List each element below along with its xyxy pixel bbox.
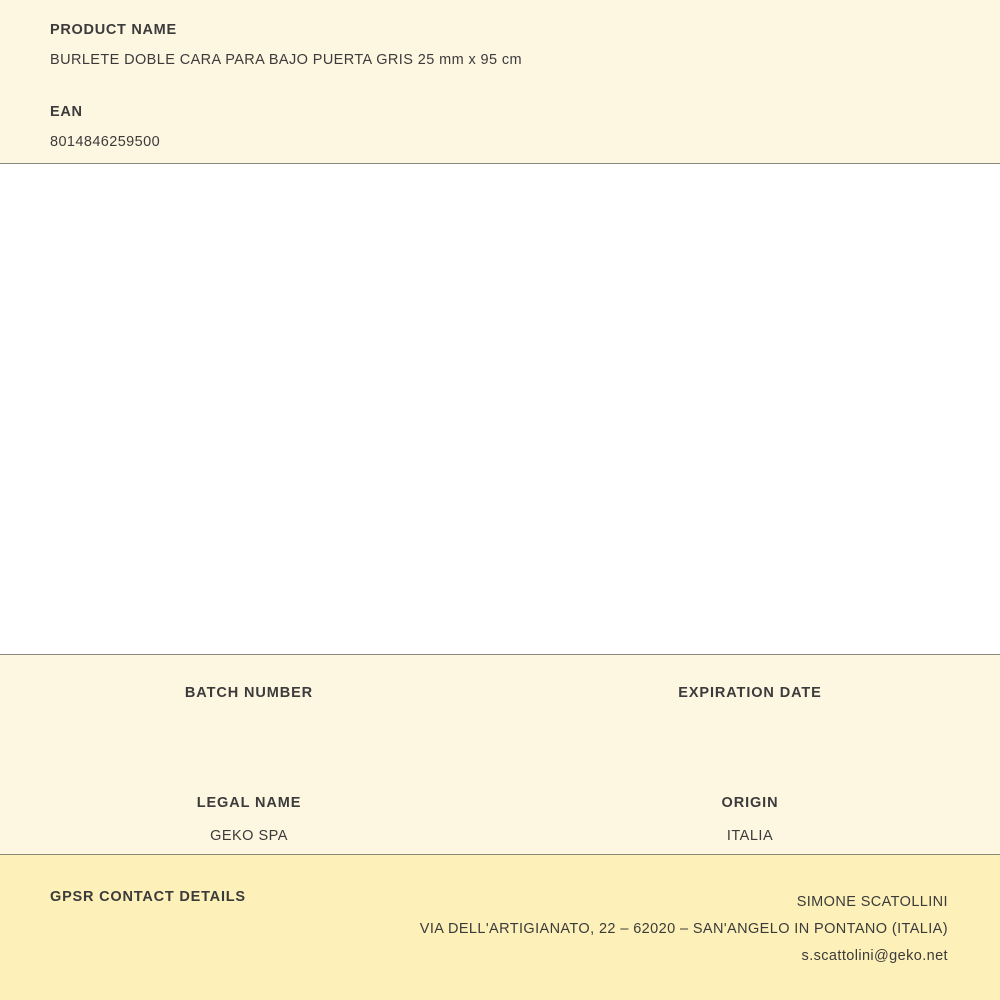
expiration-date-label: EXPIRATION DATE [678, 685, 822, 701]
details-section [0, 655, 1000, 855]
product-name-label: PRODUCT NAME [50, 22, 177, 38]
details-row-batch-expiration [0, 655, 1000, 735]
contact-email: s.scattolini@geko.net [801, 948, 948, 964]
ean-label: EAN [50, 104, 83, 120]
gpsr-footer [0, 855, 1000, 1000]
gpsr-contact-details [420, 889, 948, 970]
blank-content-area [0, 164, 1000, 655]
product-name-value: BURLETE DOBLE CARA PARA BAJO PUERTA GRIS 25 mm x 95 cm [50, 52, 523, 68]
legal-name-label: LEGAL NAME [196, 795, 302, 811]
expiration-date-value [500, 718, 1000, 735]
ean-value: 8014846259500 [50, 134, 161, 150]
batch-number-value [0, 718, 499, 735]
section-spacer [50, 68, 950, 104]
origin-label: ORIGIN [721, 795, 779, 811]
contact-name: SIMONE SCATOLLINI [796, 894, 948, 910]
product-name-block [50, 22, 950, 68]
gpsr-contact-label: GPSR CONTACT DETAILS [50, 889, 246, 905]
batch-number-label: BATCH NUMBER [184, 685, 314, 701]
legal-name-value: GEKO SPA [210, 828, 288, 844]
ean-block [50, 104, 950, 150]
product-info-section [0, 0, 1000, 164]
legal-name-block [0, 795, 499, 845]
contact-address: VIA DELL'ARTIGIANATO, 22 – 62020 – SAN'ANGELO IN PONTANO (ITALIA) [419, 921, 948, 937]
details-row-legal-origin [0, 735, 1000, 845]
batch-number-block [0, 685, 499, 735]
origin-block [500, 795, 1000, 845]
origin-value: ITALIA [726, 828, 774, 844]
expiration-date-block [500, 685, 1000, 735]
